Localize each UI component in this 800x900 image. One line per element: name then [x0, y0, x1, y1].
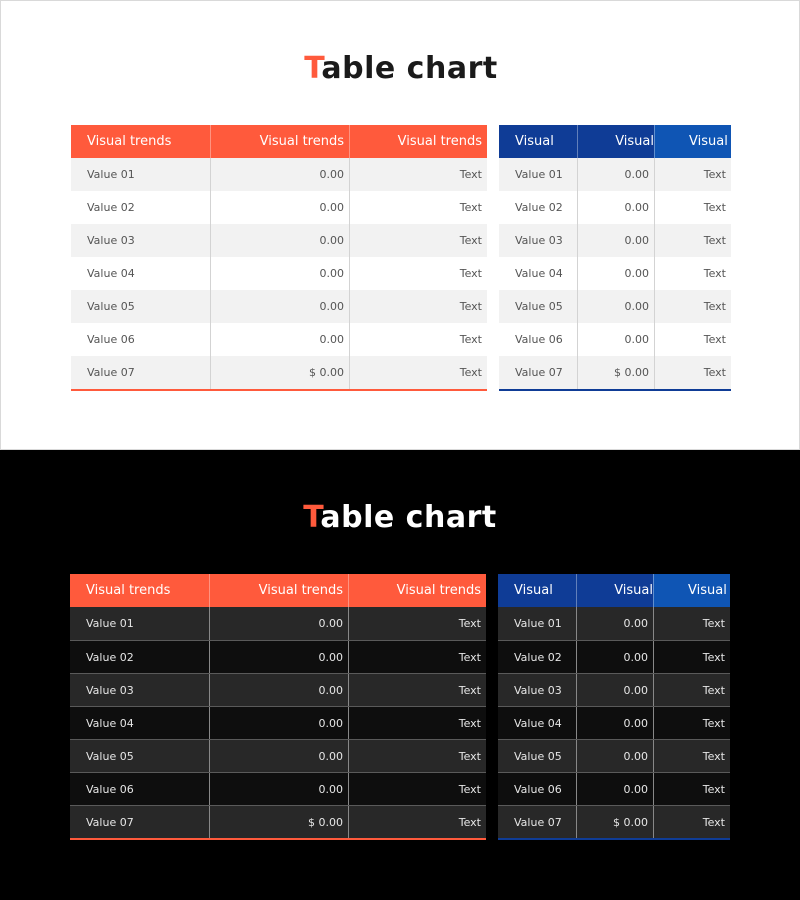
- table-cell: Text: [348, 674, 486, 706]
- column-header: Visual: [653, 574, 730, 607]
- table-row: [499, 257, 731, 290]
- table-cell: Text: [653, 607, 730, 640]
- column-header: Visual trends: [348, 574, 486, 607]
- table-cell: Text: [349, 224, 487, 257]
- table-row: [498, 739, 730, 772]
- table-cell: Text: [653, 641, 730, 673]
- table-cell: 0.00: [210, 323, 349, 356]
- table-cell: 0.00: [576, 674, 653, 706]
- column-header: Visual trends: [209, 574, 348, 607]
- column-header: Visual: [654, 125, 731, 158]
- table-cell: Value 04: [87, 267, 135, 280]
- dark-panel: [0, 450, 800, 900]
- table-cell: Value 04: [86, 717, 134, 730]
- table-cell: Text: [654, 191, 731, 224]
- table-blue: [498, 574, 730, 840]
- table-row: [70, 673, 486, 706]
- table-cell: Value 03: [87, 234, 135, 247]
- table-row: [498, 640, 730, 673]
- table-cell: 0.00: [577, 191, 654, 224]
- table-cell: Value 05: [514, 750, 562, 763]
- table-cell: Text: [654, 290, 731, 323]
- table-cell: Text: [653, 674, 730, 706]
- table-cell: 0.00: [210, 290, 349, 323]
- table-row: [71, 224, 487, 257]
- table-row: [499, 224, 731, 257]
- table-row: [498, 706, 730, 739]
- table-cell: Value 04: [515, 267, 563, 280]
- table-row: [71, 191, 487, 224]
- table-cell: Value 05: [515, 300, 563, 313]
- table-cell: Value 01: [87, 168, 135, 181]
- table-row: [71, 290, 487, 323]
- table-row: [71, 323, 487, 356]
- table-row: [71, 257, 487, 290]
- column-header: Visual trends: [349, 125, 487, 158]
- table-cell: Text: [348, 607, 486, 640]
- table-row: [71, 356, 487, 389]
- table-cell: 0.00: [209, 607, 348, 640]
- table-cell: Text: [348, 806, 486, 838]
- table-cell: 0.00: [577, 158, 654, 191]
- table-header: [71, 125, 487, 158]
- table-cell: Text: [653, 740, 730, 772]
- table-cell: Text: [654, 323, 731, 356]
- table-cell: 0.00: [209, 773, 348, 805]
- table-row: [499, 191, 731, 224]
- table-cell: Value 02: [86, 651, 134, 664]
- title-first-letter: T: [304, 51, 322, 86]
- table-cell: Value 06: [86, 783, 134, 796]
- table-cell: 0.00: [210, 257, 349, 290]
- chart-title: [1, 51, 800, 86]
- table-cell: 0.00: [576, 773, 653, 805]
- title-rest: able chart: [321, 51, 498, 86]
- table-cell: Value 01: [515, 168, 563, 181]
- chart-title: [0, 500, 800, 535]
- table-row: [70, 640, 486, 673]
- table-cell: Value 05: [87, 300, 135, 313]
- table-cell: Value 06: [515, 333, 563, 346]
- table-cell: $ 0.00: [210, 356, 349, 389]
- table-cell: 0.00: [210, 191, 349, 224]
- table-cell: $ 0.00: [577, 356, 654, 389]
- table-cell: 0.00: [209, 674, 348, 706]
- column-header: Visual: [576, 574, 653, 607]
- table-cell: Text: [654, 257, 731, 290]
- table-cell: Value 06: [87, 333, 135, 346]
- table-cell: 0.00: [577, 257, 654, 290]
- table-cell: Text: [654, 224, 731, 257]
- table-row: [71, 158, 487, 191]
- table-row: [498, 772, 730, 805]
- table-row: [498, 673, 730, 706]
- table-cell: Value 04: [514, 717, 562, 730]
- title-rest: able chart: [320, 500, 497, 535]
- table-cell: Value 03: [514, 684, 562, 697]
- column-header: Visual trends: [71, 125, 210, 158]
- table-cell: 0.00: [210, 158, 349, 191]
- table-cell: Text: [349, 323, 487, 356]
- table-row: [499, 290, 731, 323]
- table-cell: Value 03: [515, 234, 563, 247]
- table-cell: Text: [653, 773, 730, 805]
- table-cell: Text: [349, 257, 487, 290]
- table-cell: $ 0.00: [576, 806, 653, 838]
- table-row: [499, 323, 731, 356]
- table-cell: Value 05: [86, 750, 134, 763]
- table-orange: [70, 574, 486, 840]
- table-row: [70, 706, 486, 739]
- table-cell: Value 02: [87, 201, 135, 214]
- table-cell: Text: [349, 191, 487, 224]
- table-cell: 0.00: [576, 607, 653, 640]
- table-blue: [499, 125, 731, 391]
- table-cell: Text: [348, 740, 486, 772]
- table-cell: Text: [654, 158, 731, 191]
- table-cell: Value 01: [86, 617, 134, 630]
- table-cell: 0.00: [210, 224, 349, 257]
- table-cell: Text: [349, 158, 487, 191]
- table-cell: 0.00: [576, 641, 653, 673]
- column-header: Visual trends: [210, 125, 349, 158]
- table-bottom-rule: [70, 838, 486, 840]
- table-row: [70, 607, 486, 640]
- table-cell: Text: [348, 773, 486, 805]
- table-row: [70, 772, 486, 805]
- table-cell: 0.00: [209, 740, 348, 772]
- title-first-letter: T: [303, 500, 321, 535]
- table-cell: Value 06: [514, 783, 562, 796]
- table-bottom-rule: [71, 389, 487, 391]
- table-cell: 0.00: [577, 224, 654, 257]
- table-cell: Value 02: [514, 651, 562, 664]
- table-bottom-rule: [499, 389, 731, 391]
- column-header: Visual trends: [70, 574, 209, 607]
- table-orange: [71, 125, 487, 391]
- table-cell: 0.00: [577, 323, 654, 356]
- table-cell: 0.00: [209, 707, 348, 739]
- column-header: Visual: [577, 125, 654, 158]
- table-cell: Text: [349, 290, 487, 323]
- table-cell: Text: [654, 356, 731, 389]
- table-cell: Value 03: [86, 684, 134, 697]
- table-cell: Text: [349, 356, 487, 389]
- table-row: [498, 805, 730, 838]
- table-header: [70, 574, 486, 607]
- table-cell: Value 07: [87, 366, 135, 379]
- table-row: [499, 356, 731, 389]
- table-row: [498, 607, 730, 640]
- table-cell: Value 01: [514, 617, 562, 630]
- table-cell: 0.00: [576, 707, 653, 739]
- table-cell: Value 07: [515, 366, 563, 379]
- table-cell: $ 0.00: [209, 806, 348, 838]
- table-row: [70, 739, 486, 772]
- table-row: [499, 158, 731, 191]
- table-cell: 0.00: [209, 641, 348, 673]
- table-cell: Text: [348, 707, 486, 739]
- table-cell: Value 07: [514, 816, 562, 829]
- table-row: [70, 805, 486, 838]
- table-cell: 0.00: [577, 290, 654, 323]
- table-cell: Value 02: [515, 201, 563, 214]
- column-header: Visual: [498, 574, 576, 607]
- column-header: Visual: [499, 125, 577, 158]
- table-header: [498, 574, 730, 607]
- table-cell: Text: [348, 641, 486, 673]
- table-cell: 0.00: [576, 740, 653, 772]
- table-cell: Value 07: [86, 816, 134, 829]
- table-cell: Text: [653, 806, 730, 838]
- table-cell: Text: [653, 707, 730, 739]
- table-header: [499, 125, 731, 158]
- table-bottom-rule: [498, 838, 730, 840]
